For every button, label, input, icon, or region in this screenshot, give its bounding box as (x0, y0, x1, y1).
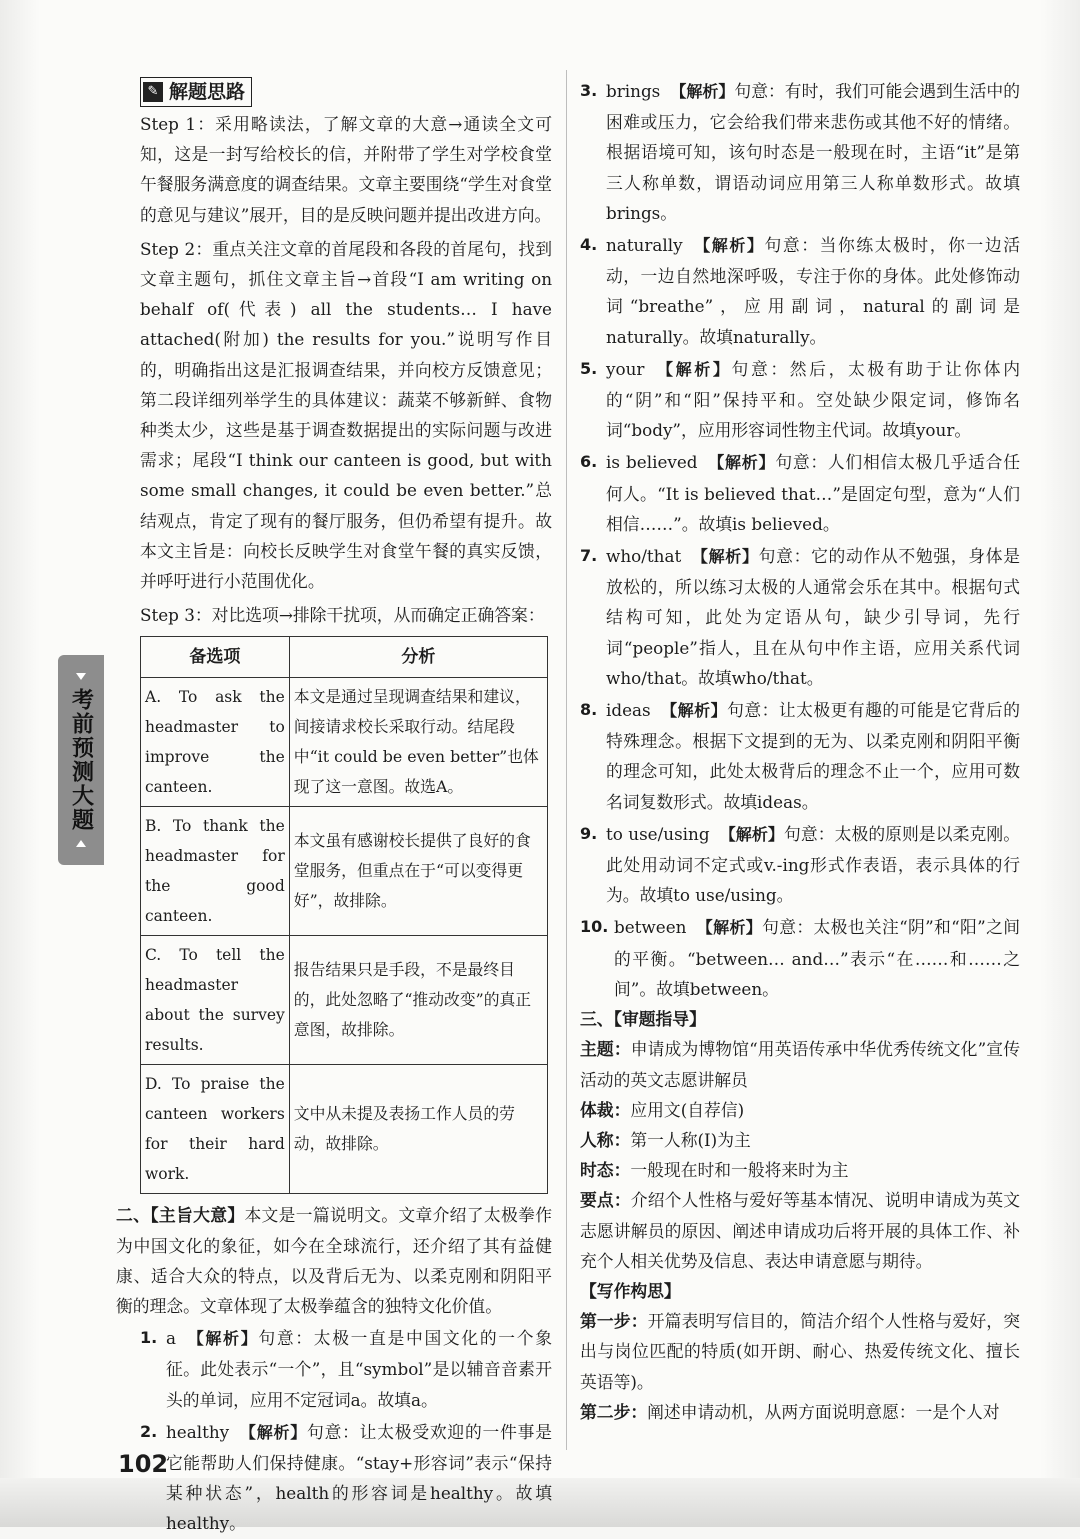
column-divider (566, 70, 567, 1450)
item-number: 6. (580, 452, 598, 472)
guide-label: 主题： (580, 1039, 631, 1060)
item-body (606, 354, 1020, 446)
answer-item (580, 819, 1020, 911)
step-1: Step 1：采用略读法，了解文章的大意→通读全文可知，这是一封写给校长的信，并附带了学生对学校食堂午餐服务满意度的调查结果。文章主要围绕“学生对食堂的意见与建议”展开，目的是反映问题并提出改进方向。 (140, 114, 552, 225)
item-tag: 【解析】 (691, 547, 759, 567)
guide-label: 时态： (580, 1160, 631, 1181)
item-tag: 【解析】 (186, 1329, 259, 1349)
section-heading-label: 解题思路 (169, 81, 246, 103)
item-body (166, 1417, 552, 1539)
guide-line (580, 1155, 1020, 1185)
item-answer: brings (606, 81, 661, 101)
answer-item (140, 1417, 552, 1539)
answer-item (580, 354, 1020, 446)
section-2-label: 二、【主旨大意】 (116, 1205, 245, 1226)
section-2-paragraph (116, 1200, 552, 1321)
guide-line (580, 1095, 1020, 1125)
answer-item (140, 1323, 552, 1415)
analysis-cell: 本文虽有感谢校长提供了良好的食堂服务，但重点在于“可以变得更好”，故排除。 (289, 807, 547, 936)
side-tab-label: 考前预测大题 (68, 688, 94, 832)
item-body (614, 912, 1020, 1004)
guide-line (580, 1034, 1020, 1094)
item-text: 句意：太极的原则是以柔克刚。此处用动词不定式或v.-ing形式作表语，表示具体的行为。故填to use/using。 (606, 823, 1020, 906)
guide-label: 要点： (580, 1190, 631, 1211)
item-text: 句意：人们相信太极几乎适合任何人。“It is believed that…”是固定句型，意为“人们相信……”。故填is believed。 (606, 452, 1020, 534)
table-row (141, 807, 548, 936)
item-number: 1. (140, 1328, 158, 1348)
item-tag: 【解析】 (707, 453, 776, 473)
pencil-icon: ✎ (143, 82, 163, 102)
analysis-cell: 文中从未提及表扬工作人员的劳动，故排除。 (289, 1065, 547, 1194)
item-body (606, 819, 1020, 911)
item-tag: 【解析】 (696, 918, 763, 938)
item-number: 2. (140, 1421, 158, 1441)
option-cell: C. To tell the headmaster about the survey results. (141, 936, 290, 1065)
item-tag: 【解析】 (719, 824, 785, 844)
item-body (606, 695, 1020, 817)
item-body (606, 230, 1020, 352)
item-number: 4. (580, 235, 598, 255)
guide-text: 介绍个人性格与爱好等基本情况、说明申请成为英文志愿讲解员的原因、阐述申请成功后将开展的具体工作、补充个人相关优势及信息、表达申请意愿与期待。 (580, 1190, 1020, 1271)
item-answer: ideas (606, 700, 651, 721)
item-tag: 【解析】 (692, 236, 765, 256)
triangle-up-icon (76, 840, 86, 847)
answer-item (580, 541, 1020, 693)
item-text: 句意：它的动作从不勉强，身体是放松的，所以练习太极的人通常会乐在其中。根据句式结构可知，此处为定语从句，缺少引导词，先行词“people”指人，且在从句中作主语，应用关系代词who/that。故填who/that。 (606, 546, 1020, 688)
table-row (141, 678, 548, 807)
answer-item (580, 76, 1020, 228)
step-text: 阐述申请动机，从两方面说明意愿：一是个人对 (647, 1401, 1000, 1422)
item-text: 句意：太极也关注“阴”和“阳”之间的平衡。“between… and…”表示“在……和……之间”。故填between。 (614, 917, 1020, 999)
item-text: 句意：然后，太极有助于让你体内的“阴”和“阳”保持平和。空处缺少限定词，修饰名词“body”，应用形容词性物主代词。故填your。 (606, 358, 1020, 441)
item-number: 7. (580, 546, 598, 566)
right-column (580, 74, 1020, 1427)
item-body (606, 447, 1020, 539)
item-body (606, 541, 1020, 693)
page-number: 102 (118, 1450, 169, 1478)
option-cell: A. To ask the headmaster to improve the canteen. (141, 678, 290, 807)
step-label: 第一步： (580, 1311, 648, 1332)
step-text: 开篇表明写信目的，简洁介绍个人性格与爱好，突出与岗位匹配的特质(如开朗、耐心、热爱传统文化、擅长英语等)。 (580, 1311, 1020, 1392)
triangle-down-icon (76, 673, 86, 680)
table-header-row (141, 637, 548, 678)
item-answer: who/that (606, 546, 682, 567)
options-table (140, 636, 548, 1194)
item-answer: between (614, 917, 687, 938)
writing-step (580, 1306, 1020, 1397)
guide-text: 一般现在时和一般将来时为主 (630, 1160, 849, 1181)
item-number: 5. (580, 358, 598, 378)
option-cell: D. To praise the canteen workers for their hard work. (141, 1065, 290, 1194)
item-body (166, 1323, 552, 1415)
answer-item (580, 447, 1020, 539)
left-column (116, 74, 552, 1539)
item-answer: a (166, 1328, 177, 1349)
table-header-analysis: 分析 (289, 637, 547, 678)
section-3-label: 三、【审题指导】 (580, 1009, 706, 1030)
writing-step (580, 1397, 1020, 1427)
item-body (606, 76, 1020, 228)
guide-label: 人称： (580, 1129, 631, 1150)
guide-line (580, 1185, 1020, 1276)
analysis-cell: 本文是通过呈现调查结果和建议，间接请求校长采取行动。结尾段中“it could be even better”也体现了这一意图。故选A。 (289, 678, 547, 807)
item-tag: 【解析】 (239, 1422, 308, 1442)
item-tag: 【解析】 (660, 701, 728, 721)
item-number: 9. (580, 823, 598, 843)
step-3: Step 3：对比选项→排除干扰项，从而确定正确答案： (140, 605, 545, 626)
section-2 (116, 1200, 552, 1321)
guide-text: 申请成为博物馆“用英语传承中华优秀传统文化”宣传活动的英文志愿讲解员 (580, 1039, 1020, 1090)
analysis-cell: 报告结果只是手段，不是最终目的，此处忽略了“推动改变”的真正意图，故排除。 (289, 936, 547, 1065)
item-text: 句意：让太极更有趣的可能是它背后的特殊理念。根据下文提到的无为、以柔克刚和阴阳平衡的理念可知，此处太极背后的理念不止一个，应用可数名词复数形式。故填ideas。 (606, 700, 1020, 812)
option-cell: B. To thank the headmaster for the good canteen. (141, 807, 290, 936)
step-label: 第二步： (580, 1401, 648, 1422)
table-row (141, 1065, 548, 1194)
item-answer: is believed (606, 452, 698, 473)
item-number: 10. (580, 917, 609, 937)
item-number: 3. (580, 81, 598, 100)
side-tab (58, 655, 104, 865)
section-2-text: 本文是一篇说明文。文章介绍了太极拳作为中国文化的象征，如今在全球流行，还介绍了其有益健康、适合大众的特点，以及背后无为、以柔克刚和阴阳平衡的理念。文章体现了太极拳蕴含的独特文化价值。 (116, 1205, 552, 1317)
item-answer: naturally (606, 235, 683, 256)
guide-line (580, 1125, 1020, 1155)
writing-label: 【写作构思】 (580, 1280, 681, 1301)
item-answer: to use/using (606, 823, 710, 844)
item-text: 句意：有时，我们可能会遇到生活中的困难或压力，它会给我们带来悲伤或其他不好的情绪。根据语境可知，该句时态是一般现在时，主语“it”是第三人称单数，谓语动词应用第三人称单数形式。故填brings。 (606, 81, 1020, 223)
item-text: 句意：太极一直是中国文化的一个象征。此处表示“一个”，且“symbol”是以辅音音素开头的单词，应用不定冠词a。故填a。 (166, 1328, 552, 1410)
item-text: 句意：让太极受欢迎的一件事是它能帮助人们保持健康。“stay+形容词”表示“保持某种状态”，health的形容词是healthy。故填healthy。 (166, 1421, 552, 1534)
guide-label: 体裁： (580, 1099, 631, 1120)
answer-item (580, 230, 1020, 352)
item-answer: healthy (166, 1421, 230, 1442)
item-tag: 【解析】 (654, 359, 732, 379)
answer-item (580, 912, 1020, 1004)
answer-item (580, 695, 1020, 817)
guide-text: 应用文(自荐信) (630, 1099, 745, 1120)
section-heading (140, 77, 252, 107)
table-header-option: 备选项 (141, 637, 290, 678)
guide-text: 第一人称(I)为主 (630, 1129, 751, 1150)
item-text: 句意：当你练太极时，你一边活动，一边自然地深呼吸，专注于你的身体。此处修饰动词“breathe”，应用副词，natural的副词是naturally。故填naturally。 (606, 235, 1020, 347)
item-number: 8. (580, 700, 598, 720)
step-2: Step 2：重点关注文章的首尾段和各段的首尾句，找到文章主题句，抓住文章主旨→首段“I am writing on behalf of(代表) all the students… I have attached(附加) the results for you.”说明写作目的，明确指出这是汇报调查结果，并向校方反馈意见；第二段详细列举学生的具体建议：蔬菜不够新鲜、食物种类太少，这些是基于调查数据提出的实际问题与改进需求；尾段“I think our canteen is good, but with some small changes, it could be even better.”总结观点，肯定了现有的餐厅服务，但仍希望有提升。故本文主旨是：向校长反映学生对食堂午餐的真实反馈，并呼吁进行小范围优化。 (140, 238, 552, 592)
item-answer: your (606, 358, 645, 379)
table-row (141, 936, 548, 1065)
item-tag: 【解析】 (670, 82, 735, 101)
